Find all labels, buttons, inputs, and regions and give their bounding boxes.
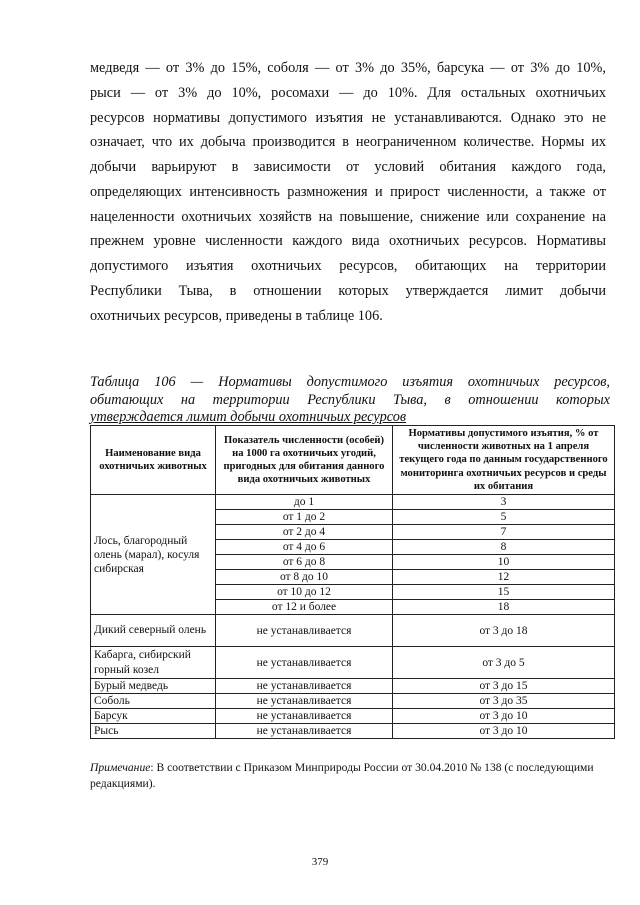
- species-cell: Кабарга, сибирский горный козел: [91, 647, 216, 679]
- norm-cell: 15: [393, 585, 615, 600]
- paragraph-line: ресурсов нормативы допустимого изъятия не устанавливаются. Однако это не: [90, 109, 606, 126]
- norm-cell: 8: [393, 540, 615, 555]
- range-cell: от 1 до 2: [216, 510, 393, 525]
- paragraph-line: прежнем уровне численности каждого вида охотничьих ресурсов. Нормативы: [90, 233, 606, 250]
- norm-cell: 7: [393, 525, 615, 540]
- paragraph-line: рыси — от 3% до 10%, росомахи — до 10%. Для остальных охотничьих: [90, 84, 606, 101]
- norm-cell: от 3 до 10: [393, 709, 615, 724]
- table-row: [91, 495, 615, 510]
- norm-cell: 12: [393, 570, 615, 585]
- species-cell: Дикий северный олень: [91, 615, 216, 647]
- paragraph-line: означает, что их добыча производится в неограниченном количестве. Нормы их: [90, 134, 606, 151]
- norm-cell: от 3 до 18: [393, 615, 615, 647]
- caption-line: Таблица 106 — Нормативы допустимого изъятия охотничьих ресурсов,: [90, 374, 610, 390]
- note-label: Примечание: [90, 761, 151, 774]
- note-text: : В соответствии с Приказом Минприроды России от 30.04.2010 № 138 (с последующими редакциями).: [90, 761, 594, 790]
- range-cell: не устанавливается: [216, 694, 393, 709]
- table-row: [91, 709, 615, 724]
- table-header-row: [91, 426, 615, 495]
- species-cell: Соболь: [91, 694, 216, 709]
- norm-cell: 3: [393, 495, 615, 510]
- range-cell: от 12 и более: [216, 600, 393, 615]
- species-cell: Барсук: [91, 709, 216, 724]
- caption-line: обитающих на территории Республики Тыва, в отношении которых: [90, 391, 610, 408]
- range-cell: не устанавливается: [216, 615, 393, 647]
- page-number: 379: [311, 856, 329, 868]
- body-paragraph: [90, 56, 606, 328]
- norm-cell: 5: [393, 510, 615, 525]
- range-cell: не устанавливается: [216, 647, 393, 679]
- header-norm: Нормативы допустимого изъятия, % от численности животных на 1 апреля текущего года по данным государственного мониторинга охотничьих ресурсов и среды их обитания: [393, 426, 615, 495]
- range-cell: от 8 до 10: [216, 570, 393, 585]
- table-row: [91, 679, 615, 694]
- range-cell: от 10 до 12: [216, 585, 393, 600]
- paragraph-line: определяющих интенсивность размножения и прирост численности, а также от: [90, 183, 606, 200]
- species-cell: Лось, благородный олень (марал), косуля сибирская: [91, 495, 216, 615]
- norm-cell: от 3 до 5: [393, 647, 615, 679]
- caption-line: утверждается лимит добычи охотничьих ресурсов: [90, 409, 407, 425]
- range-cell: от 2 до 4: [216, 525, 393, 540]
- range-cell: от 4 до 6: [216, 540, 393, 555]
- paragraph-line: добычи варьируют в зависимости от условий обитания каждого года,: [90, 159, 606, 175]
- table-row: [91, 724, 615, 739]
- header-species: Наименование вида охотничьих животных: [91, 426, 216, 495]
- paragraph-line: медведя — от 3% до 15%, соболя — от 3% до 35%, барсука — от 3% до 10%,: [90, 60, 606, 76]
- range-cell: не устанавливается: [216, 679, 393, 694]
- table-row: [91, 647, 615, 679]
- paragraph-line: Республики Тыва, в отношении которых утверждается лимит добычи: [90, 282, 606, 299]
- norm-cell: от 3 до 35: [393, 694, 615, 709]
- paragraph-line: допустимого изъятия охотничьих ресурсов, обитающих на территории: [90, 258, 606, 274]
- norm-cell: от 3 до 10: [393, 724, 615, 739]
- paragraph-line: нацеленности охотничьих хозяйств на повышение, снижение или сохранение на: [90, 208, 606, 225]
- range-cell: не устанавливается: [216, 724, 393, 739]
- table-caption: [90, 374, 610, 427]
- header-density: Показатель численности (особей) на 1000 га охотничьих угодий, пригодных для обитания данного вида охотничьих животных: [216, 426, 393, 495]
- range-cell: от 6 до 8: [216, 555, 393, 570]
- range-cell: не устанавливается: [216, 709, 393, 724]
- table-row: [91, 615, 615, 647]
- norms-table: [90, 425, 615, 739]
- paragraph-line: охотничьих ресурсов, приведены в таблице 106.: [90, 307, 383, 324]
- table-note: [90, 760, 614, 791]
- norm-cell: от 3 до 15: [393, 679, 615, 694]
- table-row: [91, 694, 615, 709]
- norm-cell: 10: [393, 555, 615, 570]
- norm-cell: 18: [393, 600, 615, 615]
- species-cell: Рысь: [91, 724, 216, 739]
- range-cell: до 1: [216, 495, 393, 510]
- species-cell: Бурый медведь: [91, 679, 216, 694]
